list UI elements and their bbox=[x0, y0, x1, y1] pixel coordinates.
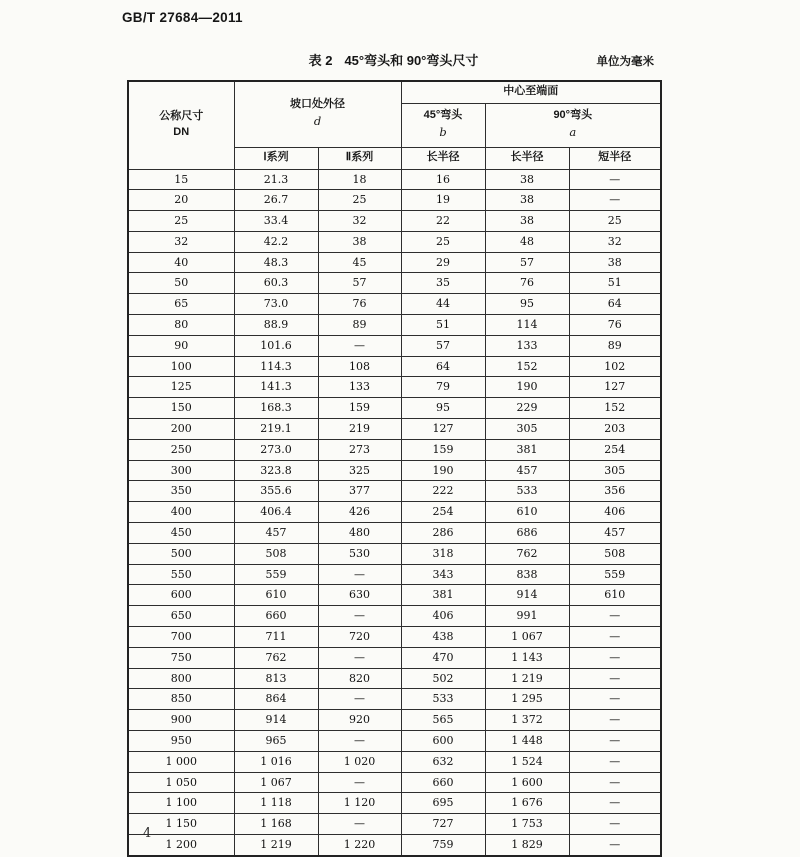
table-header bbox=[128, 81, 661, 169]
cell: 286 bbox=[401, 523, 485, 544]
cell: — bbox=[569, 772, 661, 793]
cell: 720 bbox=[318, 627, 401, 648]
cell: 57 bbox=[318, 273, 401, 294]
cell: — bbox=[569, 751, 661, 772]
cell: 108 bbox=[318, 356, 401, 377]
cell: 650 bbox=[128, 606, 234, 627]
cell: — bbox=[318, 335, 401, 356]
cell: 16 bbox=[401, 169, 485, 190]
cell: 102 bbox=[569, 356, 661, 377]
cell: 759 bbox=[401, 835, 485, 856]
cell: 273.0 bbox=[234, 439, 318, 460]
cell: 65 bbox=[128, 294, 234, 315]
cell: 426 bbox=[318, 502, 401, 523]
cell: 1 100 bbox=[128, 793, 234, 814]
cell: 168.3 bbox=[234, 398, 318, 419]
table-row bbox=[128, 356, 661, 377]
header-elbow45-cell bbox=[401, 103, 485, 147]
cell: 222 bbox=[401, 481, 485, 502]
cell: 381 bbox=[401, 585, 485, 606]
cell: 300 bbox=[128, 460, 234, 481]
cell: 45 bbox=[318, 252, 401, 273]
cell: 73.0 bbox=[234, 294, 318, 315]
header-od-symbol: d bbox=[313, 114, 322, 129]
cell: 1 067 bbox=[234, 772, 318, 793]
cell: 76 bbox=[569, 315, 661, 336]
cell: 377 bbox=[318, 481, 401, 502]
cell: 406 bbox=[569, 502, 661, 523]
table-row bbox=[128, 315, 661, 336]
cell: 457 bbox=[485, 460, 569, 481]
cell: 508 bbox=[569, 543, 661, 564]
cell: 920 bbox=[318, 710, 401, 731]
cell: — bbox=[569, 710, 661, 731]
table-row bbox=[128, 523, 661, 544]
header-elbow90-symbol: a bbox=[569, 125, 577, 139]
cell: 89 bbox=[569, 335, 661, 356]
cell: 95 bbox=[401, 398, 485, 419]
cell: 914 bbox=[485, 585, 569, 606]
cell: 762 bbox=[485, 543, 569, 564]
cell: 533 bbox=[485, 481, 569, 502]
cell: 18 bbox=[318, 169, 401, 190]
cell: 1 150 bbox=[128, 814, 234, 835]
cell: 325 bbox=[318, 460, 401, 481]
header-elbow45-label: 45°弯头 bbox=[423, 109, 463, 122]
cell: 190 bbox=[401, 460, 485, 481]
cell: 1 524 bbox=[485, 751, 569, 772]
cell: 200 bbox=[128, 419, 234, 440]
cell: — bbox=[569, 668, 661, 689]
header-dn-cell bbox=[128, 81, 234, 169]
cell: 100 bbox=[128, 356, 234, 377]
cell: 48.3 bbox=[234, 252, 318, 273]
cell: 20 bbox=[128, 190, 234, 211]
cell: — bbox=[569, 793, 661, 814]
cell: 632 bbox=[401, 751, 485, 772]
cell: 660 bbox=[234, 606, 318, 627]
cell: 32 bbox=[128, 231, 234, 252]
cell: 57 bbox=[401, 335, 485, 356]
table-row bbox=[128, 439, 661, 460]
cell: — bbox=[569, 835, 661, 856]
cell: 838 bbox=[485, 564, 569, 585]
cell: 695 bbox=[401, 793, 485, 814]
cell: 127 bbox=[401, 419, 485, 440]
table-caption-row bbox=[127, 50, 660, 68]
table-body bbox=[128, 169, 661, 856]
cell: 38 bbox=[485, 169, 569, 190]
cell: 1 295 bbox=[485, 689, 569, 710]
cell: 1 219 bbox=[234, 835, 318, 856]
table-row bbox=[128, 460, 661, 481]
cell: 660 bbox=[401, 772, 485, 793]
cell: 1 829 bbox=[485, 835, 569, 856]
cell: 1 118 bbox=[234, 793, 318, 814]
cell: 406.4 bbox=[234, 502, 318, 523]
header-center-group-cell: 中心至端面 bbox=[401, 81, 661, 103]
cell: 500 bbox=[128, 543, 234, 564]
cell: 38 bbox=[485, 211, 569, 232]
cell: 51 bbox=[569, 273, 661, 294]
cell: 965 bbox=[234, 731, 318, 752]
table-row bbox=[128, 543, 661, 564]
cell: 25 bbox=[128, 211, 234, 232]
cell: 559 bbox=[569, 564, 661, 585]
table-row bbox=[128, 190, 661, 211]
cell: 400 bbox=[128, 502, 234, 523]
header-series-ii: Ⅱ系列 bbox=[318, 147, 401, 169]
table-row bbox=[128, 668, 661, 689]
cell: 127 bbox=[569, 377, 661, 398]
cell: 26.7 bbox=[234, 190, 318, 211]
table-row bbox=[128, 793, 661, 814]
table-row bbox=[128, 606, 661, 627]
cell: 89 bbox=[318, 315, 401, 336]
cell: 550 bbox=[128, 564, 234, 585]
cell: — bbox=[318, 814, 401, 835]
cell: 864 bbox=[234, 689, 318, 710]
cell: 1 600 bbox=[485, 772, 569, 793]
cell: 152 bbox=[569, 398, 661, 419]
standard-number: GB/T 27684—2011 bbox=[122, 10, 243, 25]
table-row bbox=[128, 564, 661, 585]
table-row bbox=[128, 273, 661, 294]
cell: 350 bbox=[128, 481, 234, 502]
cell: 64 bbox=[401, 356, 485, 377]
cell: 850 bbox=[128, 689, 234, 710]
cell: 630 bbox=[318, 585, 401, 606]
cell: 1 168 bbox=[234, 814, 318, 835]
cell: — bbox=[318, 689, 401, 710]
table-row bbox=[128, 647, 661, 668]
cell: 159 bbox=[318, 398, 401, 419]
cell: 219 bbox=[318, 419, 401, 440]
unit-note: 单位为毫米 bbox=[596, 56, 654, 68]
cell: 1 016 bbox=[234, 751, 318, 772]
cell: 21.3 bbox=[234, 169, 318, 190]
cell: 508 bbox=[234, 543, 318, 564]
cell: — bbox=[569, 689, 661, 710]
cell: 1 200 bbox=[128, 835, 234, 856]
cell: 42.2 bbox=[234, 231, 318, 252]
cell: 250 bbox=[128, 439, 234, 460]
table-row bbox=[128, 169, 661, 190]
cell: — bbox=[318, 606, 401, 627]
cell: 610 bbox=[569, 585, 661, 606]
cell: 15 bbox=[128, 169, 234, 190]
cell: 32 bbox=[569, 231, 661, 252]
cell: 90 bbox=[128, 335, 234, 356]
header-od-group-cell bbox=[234, 81, 401, 147]
cell: 1 067 bbox=[485, 627, 569, 648]
table-label: 表 2 bbox=[308, 53, 333, 68]
header-elbow45-symbol: b bbox=[439, 125, 447, 139]
cell: 219.1 bbox=[234, 419, 318, 440]
table-row bbox=[128, 398, 661, 419]
table-row bbox=[128, 585, 661, 606]
cell: 29 bbox=[401, 252, 485, 273]
cell: 25 bbox=[569, 211, 661, 232]
cell: — bbox=[569, 606, 661, 627]
cell: — bbox=[569, 627, 661, 648]
cell: 1 143 bbox=[485, 647, 569, 668]
cell: 1 219 bbox=[485, 668, 569, 689]
cell: 991 bbox=[485, 606, 569, 627]
cell: — bbox=[318, 731, 401, 752]
cell: 38 bbox=[318, 231, 401, 252]
cell: 25 bbox=[318, 190, 401, 211]
dimensions-table bbox=[127, 80, 662, 857]
cell: 820 bbox=[318, 668, 401, 689]
cell: 470 bbox=[401, 647, 485, 668]
cell: 19 bbox=[401, 190, 485, 211]
header-90-short-radius: 短半径 bbox=[569, 147, 661, 169]
cell: 48 bbox=[485, 231, 569, 252]
cell: 190 bbox=[485, 377, 569, 398]
table-caption bbox=[127, 50, 660, 69]
cell: 813 bbox=[234, 668, 318, 689]
cell: 35 bbox=[401, 273, 485, 294]
table-row bbox=[128, 419, 661, 440]
cell: 133 bbox=[485, 335, 569, 356]
cell: 356 bbox=[569, 481, 661, 502]
header-series-i: Ⅰ系列 bbox=[234, 147, 318, 169]
cell: 38 bbox=[569, 252, 661, 273]
table-row bbox=[128, 231, 661, 252]
cell: 727 bbox=[401, 814, 485, 835]
header-dn-label: 公称尺寸 bbox=[159, 110, 204, 123]
cell: 381 bbox=[485, 439, 569, 460]
cell: 559 bbox=[234, 564, 318, 585]
header-45-long-radius: 长半径 bbox=[401, 147, 485, 169]
cell: 32 bbox=[318, 211, 401, 232]
cell: 44 bbox=[401, 294, 485, 315]
cell: 95 bbox=[485, 294, 569, 315]
cell: 686 bbox=[485, 523, 569, 544]
cell: — bbox=[318, 564, 401, 585]
cell: 1 050 bbox=[128, 772, 234, 793]
cell: 50 bbox=[128, 273, 234, 294]
cell: 457 bbox=[569, 523, 661, 544]
cell: 800 bbox=[128, 668, 234, 689]
cell: 40 bbox=[128, 252, 234, 273]
table-row bbox=[128, 252, 661, 273]
cell: 51 bbox=[401, 315, 485, 336]
cell: 355.6 bbox=[234, 481, 318, 502]
table-row bbox=[128, 772, 661, 793]
cell: 305 bbox=[485, 419, 569, 440]
cell: 1 220 bbox=[318, 835, 401, 856]
table-row bbox=[128, 481, 661, 502]
cell: 254 bbox=[401, 502, 485, 523]
cell: 229 bbox=[485, 398, 569, 419]
cell: 1 120 bbox=[318, 793, 401, 814]
table-row bbox=[128, 377, 661, 398]
cell: — bbox=[569, 647, 661, 668]
cell: 1 753 bbox=[485, 814, 569, 835]
cell: 305 bbox=[569, 460, 661, 481]
header-90-long-radius: 长半径 bbox=[485, 147, 569, 169]
cell: — bbox=[318, 647, 401, 668]
cell: — bbox=[569, 731, 661, 752]
cell: 1 448 bbox=[485, 731, 569, 752]
cell: 254 bbox=[569, 439, 661, 460]
cell: 101.6 bbox=[234, 335, 318, 356]
cell: — bbox=[318, 772, 401, 793]
table-title: 45°弯头和 90°弯头尺寸 bbox=[344, 53, 479, 68]
table-row bbox=[128, 335, 661, 356]
cell: 57 bbox=[485, 252, 569, 273]
header-elbow90-label: 90°弯头 bbox=[553, 109, 593, 122]
cell: 450 bbox=[128, 523, 234, 544]
cell: 711 bbox=[234, 627, 318, 648]
table-row bbox=[128, 294, 661, 315]
cell: 76 bbox=[485, 273, 569, 294]
cell: 600 bbox=[401, 731, 485, 752]
table-row bbox=[128, 502, 661, 523]
cell: 76 bbox=[318, 294, 401, 315]
cell: 457 bbox=[234, 523, 318, 544]
cell: 203 bbox=[569, 419, 661, 440]
cell: 64 bbox=[569, 294, 661, 315]
cell: 438 bbox=[401, 627, 485, 648]
table-row bbox=[128, 211, 661, 232]
cell: 88.9 bbox=[234, 315, 318, 336]
cell: 600 bbox=[128, 585, 234, 606]
cell: 38 bbox=[485, 190, 569, 211]
table-row bbox=[128, 814, 661, 835]
cell: 480 bbox=[318, 523, 401, 544]
cell: 750 bbox=[128, 647, 234, 668]
cell: 152 bbox=[485, 356, 569, 377]
cell: — bbox=[569, 169, 661, 190]
cell: 530 bbox=[318, 543, 401, 564]
table-row bbox=[128, 835, 661, 856]
cell: 318 bbox=[401, 543, 485, 564]
cell: 914 bbox=[234, 710, 318, 731]
cell: 1 372 bbox=[485, 710, 569, 731]
header-dn-code: DN bbox=[173, 126, 190, 139]
cell: 900 bbox=[128, 710, 234, 731]
cell: 323.8 bbox=[234, 460, 318, 481]
cell: 133 bbox=[318, 377, 401, 398]
cell: 565 bbox=[401, 710, 485, 731]
table-row bbox=[128, 751, 661, 772]
cell: 114.3 bbox=[234, 356, 318, 377]
cell: 502 bbox=[401, 668, 485, 689]
cell: — bbox=[569, 814, 661, 835]
cell: 159 bbox=[401, 439, 485, 460]
cell: 610 bbox=[485, 502, 569, 523]
header-row-1 bbox=[128, 81, 661, 103]
cell: 273 bbox=[318, 439, 401, 460]
cell: 950 bbox=[128, 731, 234, 752]
cell: 33.4 bbox=[234, 211, 318, 232]
page-number: 4 bbox=[143, 826, 152, 841]
table-row bbox=[128, 731, 661, 752]
header-elbow90-cell bbox=[485, 103, 661, 147]
table-row bbox=[128, 710, 661, 731]
cell: 700 bbox=[128, 627, 234, 648]
cell: 25 bbox=[401, 231, 485, 252]
cell: 141.3 bbox=[234, 377, 318, 398]
cell: 60.3 bbox=[234, 273, 318, 294]
cell: 79 bbox=[401, 377, 485, 398]
header-od-label: 坡口处外径 bbox=[290, 98, 345, 111]
cell: 1 020 bbox=[318, 751, 401, 772]
cell: 114 bbox=[485, 315, 569, 336]
table-row bbox=[128, 689, 661, 710]
cell: 125 bbox=[128, 377, 234, 398]
cell: 610 bbox=[234, 585, 318, 606]
cell: 762 bbox=[234, 647, 318, 668]
cell: 1 676 bbox=[485, 793, 569, 814]
cell: 343 bbox=[401, 564, 485, 585]
cell: 1 000 bbox=[128, 751, 234, 772]
cell: 80 bbox=[128, 315, 234, 336]
cell: 406 bbox=[401, 606, 485, 627]
cell: 22 bbox=[401, 211, 485, 232]
cell: — bbox=[569, 190, 661, 211]
cell: 533 bbox=[401, 689, 485, 710]
table-row bbox=[128, 627, 661, 648]
cell: 150 bbox=[128, 398, 234, 419]
